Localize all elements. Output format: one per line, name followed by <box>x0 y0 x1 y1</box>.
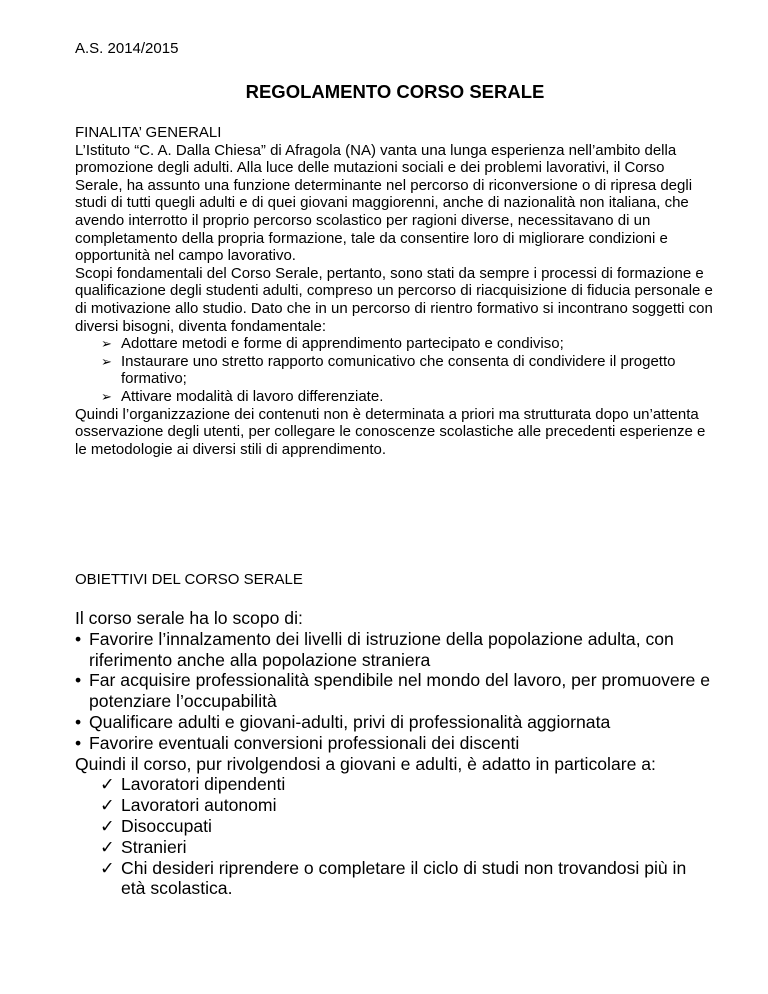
list-item-text: Attivare modalità di lavoro differenziate. <box>121 387 384 405</box>
list-item-text: Lavoratori autonomi <box>121 795 277 816</box>
checkmark-icon: ✓ <box>100 836 115 857</box>
checkmark-icon: ✓ <box>100 857 115 878</box>
finalita-paragraph-2: Scopi fondamentali del Corso Serale, pertanto, sono stati da sempre i processi di formazione e qualificazione degli studenti adulti, compreso un percorso di riacquisizione di fiducia personale e di motivazione allo studio. Dato che in un percorso di rientro formativo si incontrano soggetti con diversi bisogni, diventa fondamentale: <box>75 264 713 335</box>
bullet-icon: • <box>75 670 82 691</box>
list-item <box>75 353 715 388</box>
bullet-icon: • <box>75 711 82 732</box>
checkmark-icon: ✓ <box>100 815 115 836</box>
list-item-text: Lavoratori dipendenti <box>121 774 286 795</box>
finalita-paragraph-1: L’Istituto “C. A. Dalla Chiesa” di Afragola (NA) vanta una lunga esperienza nell’ambito della promozione degli adulti. Alla luce delle mutazioni sociali e dei problemi lavorativi, il Corso Serale, ha assunto una funzione determinante nel percorso di riconversione o di ripresa degli studi di tutti quegli adulti e di quei giovani maggiorenni, anche di nazionalità non italiana, che avendo interrotto il proprio percorso scolastico per ragioni diverse, necessitavano di un completamento della propria formazione, tale da consentire loro di migliorare condizioni e opportunità nel campo lavorativo. <box>75 141 693 265</box>
finalita-list <box>75 335 715 405</box>
bullet-text: Far acquisire professionalità spendibile nel mondo del lavoro, per promuovere e potenziare l’occupabilità <box>89 670 711 712</box>
list-item <box>75 335 715 353</box>
document-title: REGOLAMENTO CORSO SERALE <box>245 81 545 102</box>
bullet-icon: • <box>75 628 82 649</box>
finalita-paragraph-3: Quindi l’organizzazione dei contenuti non è determinata a priori ma strutturata dopo un’attenta osservazione degli utenti, per collegare le conoscenze scolastiche alle precedenti esperienze e le metodologie ai diversi stili di apprendimento. <box>75 405 706 458</box>
bullet-item <box>75 712 715 733</box>
list-item-text: Disoccupati <box>121 815 212 836</box>
target-list <box>75 774 715 899</box>
obiettivi-section <box>75 608 715 899</box>
bullet-text: Favorire eventuali conversioni professionali dei discenti <box>89 732 520 753</box>
checkmark-icon: ✓ <box>100 795 115 816</box>
school-year: A.S. 2014/2015 <box>75 40 179 57</box>
list-item <box>75 837 715 858</box>
arrow-bullet-icon: ➢ <box>101 336 112 352</box>
bullet-text: Favorire l’innalzamento dei livelli di istruzione della popolazione adulta, con riferimento anche alla popolazione straniera <box>89 628 674 670</box>
list-item <box>75 816 715 837</box>
list-item-text: Chi desideri riprendere o completare il ciclo di studi non trovandosi più in età scolastica. <box>121 857 687 899</box>
bullet-item <box>75 629 715 671</box>
bullet-item <box>75 733 715 754</box>
list-item <box>75 774 715 795</box>
list-item-text: Adottare metodi e forme di apprendimento partecipato e condiviso; <box>121 335 564 353</box>
obiettivi-paragraph: Quindi il corso, pur rivolgendosi a giovani e adulti, è adatto in particolare a: <box>75 753 656 774</box>
bullet-text: Qualificare adulti e giovani-adulti, privi di professionalità aggiornata <box>89 711 611 732</box>
checkmark-icon: ✓ <box>100 774 115 795</box>
finalita-section <box>75 124 715 458</box>
bullet-item <box>75 670 715 712</box>
bullet-icon: • <box>75 732 82 753</box>
finalita-heading: FINALITA’ GENERALI <box>75 124 222 141</box>
obiettivi-heading: OBIETTIVI DEL CORSO SERALE <box>75 571 303 588</box>
list-item <box>75 858 715 900</box>
obiettivi-intro: Il corso serale ha lo scopo di: <box>75 608 303 628</box>
arrow-bullet-icon: ➢ <box>101 388 112 404</box>
list-item-text: Stranieri <box>121 836 187 857</box>
list-item-text: Instaurare uno stretto rapporto comunicativo che consenta di condividere il progetto formativo; <box>121 352 676 388</box>
arrow-bullet-icon: ➢ <box>101 353 112 369</box>
list-item <box>75 795 715 816</box>
list-item <box>75 388 715 406</box>
